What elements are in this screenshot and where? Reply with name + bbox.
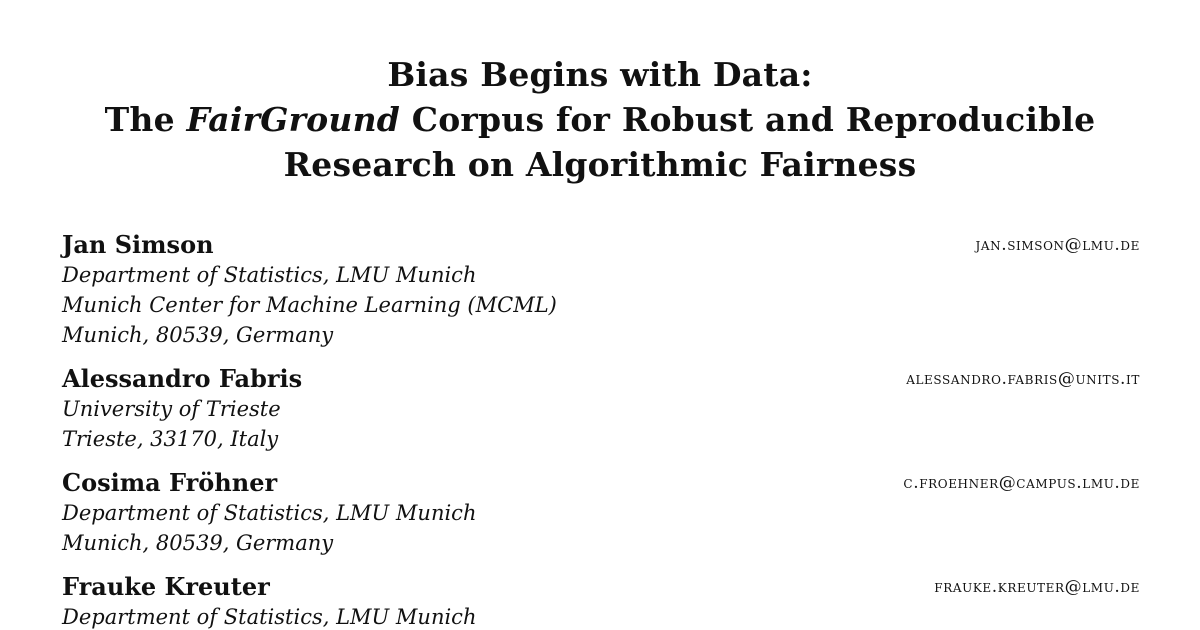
- title-line-1: Bias Begins with Data:: [387, 55, 813, 94]
- paper-title: [0, 52, 1200, 187]
- author-email[interactable]: c.froehner@campus.lmu.de: [903, 473, 1140, 493]
- author-block-kreuter: [62, 572, 1140, 630]
- title-line-2: [0, 97, 1200, 142]
- author-block-froehner: [62, 468, 1140, 558]
- author-affiliation-line: Munich, 80539, Germany: [62, 323, 334, 347]
- title-line-3: Research on Algorithmic Fairness: [283, 145, 917, 184]
- author-affiliation-line: Munich Center for Machine Learning (MCML): [62, 293, 557, 317]
- title-line-2-prefix: The: [104, 100, 187, 139]
- author-affiliation-line: University of Trieste: [62, 397, 281, 421]
- author-affiliation-line: Department of Statistics, LMU Munich: [62, 605, 477, 629]
- author-name: Frauke Kreuter: [62, 572, 270, 601]
- author-affiliation-line: Trieste, 33170, Italy: [62, 427, 279, 451]
- author-name: Jan Simson: [62, 230, 214, 259]
- author-email[interactable]: jan.simson@lmu.de: [975, 235, 1140, 255]
- author-name: Cosima Fröhner: [62, 468, 278, 497]
- author-block-simson: [62, 230, 1140, 350]
- author-email[interactable]: frauke.kreuter@lmu.de: [934, 577, 1140, 597]
- author-affiliation-line: Department of Statistics, LMU Munich: [62, 501, 477, 525]
- author-affiliation-line: Department of Statistics, LMU Munich: [62, 263, 477, 287]
- author-name: Alessandro Fabris: [62, 364, 303, 393]
- author-block-fabris: [62, 364, 1140, 454]
- author-email[interactable]: alessandro.fabris@units.it: [906, 369, 1140, 389]
- title-line-2-suffix: Corpus for Robust and Reproducible: [400, 100, 1096, 139]
- author-affiliation-line: Munich, 80539, Germany: [62, 531, 334, 555]
- title-corpus-name: FairGround: [186, 100, 401, 139]
